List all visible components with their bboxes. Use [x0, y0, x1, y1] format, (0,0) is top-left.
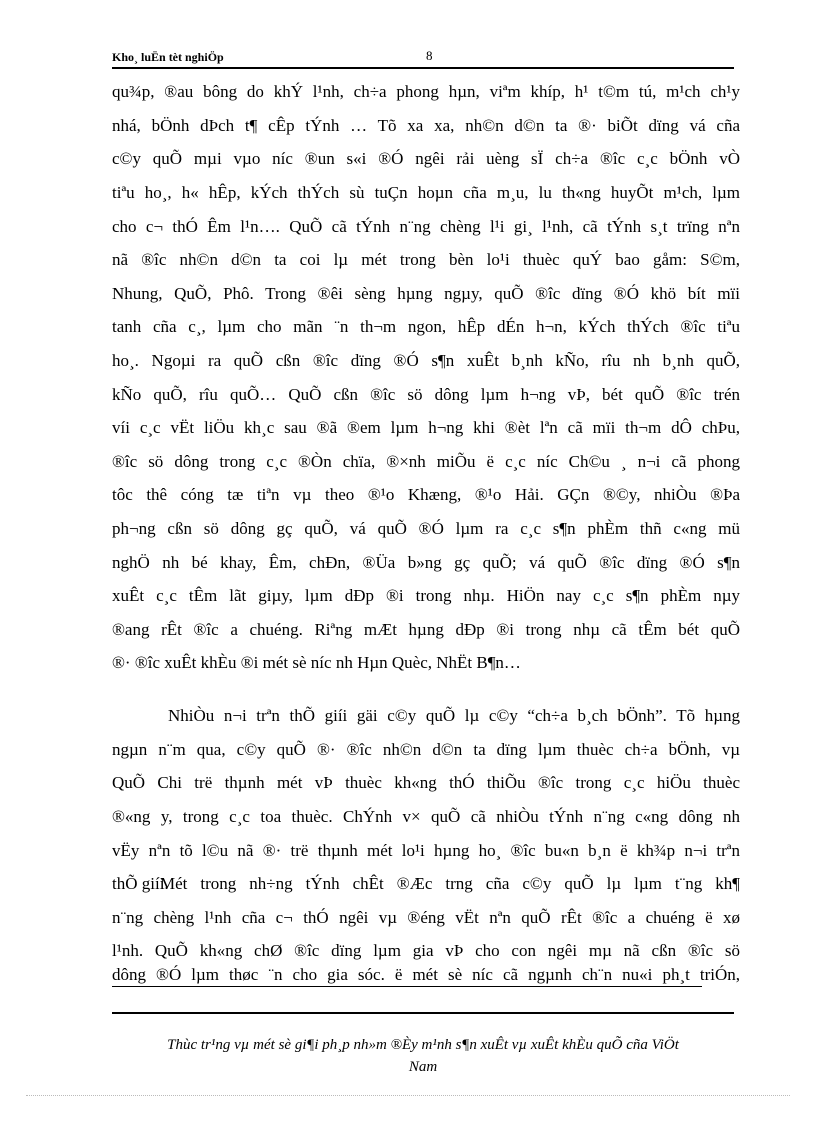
- text-line: thÕ giíi.: [112, 874, 169, 893]
- text-line: nghÖ nh bé khay, Êm, chÐn, ®Üa b»ng gç quÕ; vá quÕ ®îc dïng ®Ó s¶n: [112, 553, 740, 572]
- text-line: nhá, bÖnh dÞch t¶ cÊp tÝnh … Tõ xa xa, nh©n d©n ta ®· biÕt dïng vá cña: [112, 116, 740, 135]
- text-line: xuÊt c¸c tÊm lãt giµy, lµm dÐp ®i trong nhµ. HiÖn nay c¸c s¶n phÈm nµy: [112, 586, 740, 605]
- header-divider: [112, 67, 734, 69]
- text-line: ho¸. Ngoµi ra quÕ cßn ®îc dïng ®Ó s¶n xuÊt b¸nh kÑo, rîu nh b¸nh quÕ,: [112, 351, 740, 370]
- paragraph-first-line: NhiÒu n¬i trªn thÕ giíi gäi c©y quÕ lµ c©y “ch÷a b¸ch bÖnh”. Tõ hµng: [168, 706, 740, 725]
- footer-divider-thin: [112, 986, 702, 987]
- paragraph-first-line: Mét trong nh÷ng tÝnh chÊt ®Æc trng cña c©y quÕ lµ lµm t¨ng kh¶: [160, 874, 740, 893]
- text-line: kÑo quÕ, rîu quÕ… QuÕ cßn ®îc sö dông lµm h¬ng vÞ, bét quÕ ®îc trén: [112, 385, 740, 404]
- text-line: l¹nh. QuÕ kh«ng chØ ®îc dïng lµm gia vÞ cho con ngêi mµ nã cßn ®îc sö: [112, 941, 740, 960]
- text-line: Nhung, QuÕ, Phô. Trong ®êi sèng hµng ngµy, quÕ ®îc dïng ®Ó khö bít mïi: [112, 284, 740, 303]
- text-line: ®· ®îc xuÊt khÈu ®i mét sè níc nh Hµn Quèc, NhËt B¶n…: [112, 653, 521, 672]
- text-line: tanh cña c¸, lµm cho mãn ¨n th¬m ngon, hÊp dÉn h¬n, kÝch thÝch ®îc tiªu: [112, 317, 740, 336]
- footer-divider: [112, 1012, 734, 1014]
- text-line: c©y quÕ mµi vµo níc ®un s«i ®Ó ngêi rải uèng sÏ ch÷a ®îc c¸c bÖnh vÒ: [112, 149, 740, 168]
- page-number: 8: [426, 48, 433, 63]
- page-header: [112, 48, 734, 68]
- footer-line-1: Thùc tr¹ng vµ mét sè gi¶i ph¸p nh»m ®Èy m¹nh s¶n xuÊt vµ xuÊt khÈu quÕ cña ViÖt: [167, 1037, 679, 1053]
- text-line: víi c¸c vËt liÖu kh¸c sau ®ã ®em lµm h¬ng khi ®èt lªn cã mïi th¬m dÔ chÞu,: [112, 418, 740, 437]
- text-line: ®îc sö dông trong c¸c ®Òn chïa, ®×nh miÕu ë c¸c níc Ch©u ¸ n¬i cã phong: [112, 452, 740, 471]
- text-line: tiªu ho¸, h« hÊp, kÝch thÝch sù tuÇn hoµn cña m¸u, lu th«ng huyÕt m¹ch, lµm: [112, 183, 740, 202]
- footer-line-2: Nam: [408, 1059, 438, 1075]
- text-line: cho c¬ thÓ Êm l¹n…. QuÕ cã tÝnh n¨ng chèng l¹i gi¸ l¹nh, cã tÝnh s¸t trïng nªn: [112, 217, 740, 236]
- text-line: tôc thê cóng tæ tiªn vµ theo ®¹o Khæng, ®¹o Hải. GÇn ®©y, nhiÒu ®Þa: [112, 485, 740, 504]
- text-line: vËy nªn tõ l©u nã ®· trë thµnh mét lo¹i hµng ho¸ ®îc bu«n b¸n ë kh¾p n¬i trªn: [112, 841, 740, 860]
- header-title: Kho¸ luËn tèt nghiÖp: [112, 50, 224, 64]
- text-line: ph¬ng cßn sö dông gç quÕ, vá quÕ ®Ó lµm ra c¸c s¶n phÈm thñ c«ng mü: [112, 519, 740, 538]
- text-line: ®«ng y, trong c¸c toa thuèc. ChÝnh v× quÕ cã nhiÒu tÝnh n¨ng c«ng dông nh: [112, 807, 740, 826]
- text-line: ngµn n¨m qua, c©y quÕ ®· ®îc nh©n d©n ta dïng lµm thuèc ch÷a bÖnh, vµ: [112, 740, 740, 759]
- page-footer: [112, 1034, 734, 1078]
- text-line: n¨ng chèng l¹nh cña c¬ thÓ ngêi vµ ®éng vËt nªn quÕ rÊt ®îc a chuéng ë xø: [112, 908, 740, 927]
- text-line: dông ®Ó lµm thøc ¨n cho gia sóc. ë mét sè níc cã ngµnh ch¨n nu«i ph¸t triÓn,: [112, 965, 740, 984]
- text-line: ®ang rÊt ®îc a chuéng. Riªng mÆt hµng dÐp ®i trong nhµ cã tÊm bét quÕ: [112, 620, 740, 639]
- text-line: QuÕ Chi trë thµnh mét vÞ thuèc kh«ng thÓ thiÕu ®îc trong c¸c hiÖu thuèc: [112, 773, 740, 792]
- text-line: qu¾p, ®au bông do khÝ l¹nh, ch÷a phong hµn, viªm khíp, h¹ t©m tú, m¹ch ch¹y: [112, 82, 740, 101]
- text-line: nã ®îc nh©n d©n ta coi lµ mét trong bèn lo¹i thuèc quÝ bao gåm: S©m,: [112, 250, 740, 269]
- page-bottom-dotted-rule: [26, 1095, 790, 1096]
